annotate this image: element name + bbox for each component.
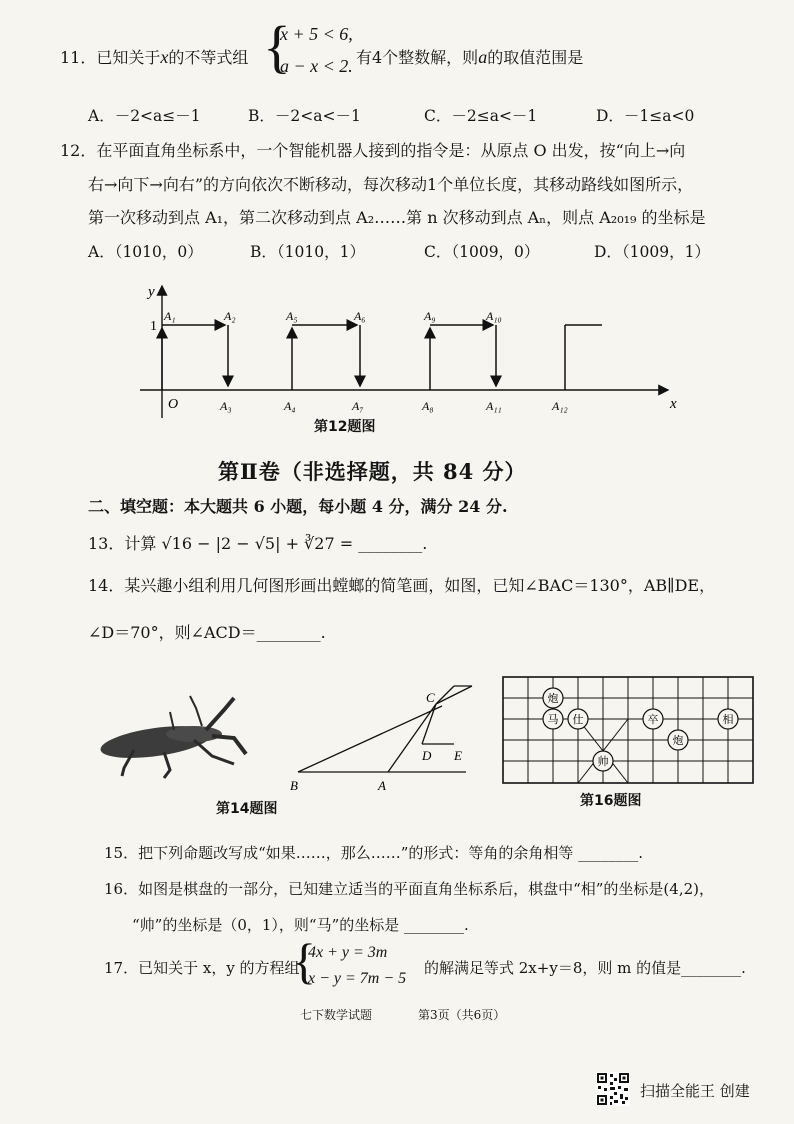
q11-brace: { (263, 14, 291, 79)
label-a10: A₁₀ (486, 309, 502, 323)
x-axis-label: x (670, 396, 677, 412)
footer-subject: 七下数学试题 (300, 1008, 373, 1022)
label-a6: A₆ (354, 309, 366, 323)
point-c: C (426, 690, 435, 705)
q14-line-2: ∠D＝70°，则∠ACD＝________. (88, 623, 326, 642)
piece-xiang-label: 相 (722, 714, 734, 726)
piece-ma-label: 马 (547, 714, 559, 726)
y-tick-1: 1 (150, 319, 157, 334)
q12-caption: 第12题图 (314, 419, 376, 435)
label-a8: A₈ (422, 399, 434, 413)
part2-title: 第Ⅱ卷（非选择题，共 84 分） (218, 459, 527, 484)
point-a: A (378, 778, 386, 793)
label-a4: A₄ (284, 399, 296, 413)
piece-zu-label: 卒 (647, 714, 659, 726)
point-e: E (454, 748, 462, 763)
piece-shi-label: 仕 (572, 714, 584, 726)
label-a3: A₃ (220, 399, 232, 413)
piece-shuai-label: 帅 (597, 756, 609, 768)
label-a7: A₇ (352, 399, 364, 413)
q11-option-d: D．－1≤a<0 (596, 107, 695, 125)
q12-option-c: C．（1009，0） (424, 243, 540, 261)
label-a12: A₁₂ (552, 399, 568, 413)
q17-brace: { (292, 933, 316, 989)
robot-path (162, 325, 602, 390)
q12-figure (140, 278, 700, 448)
q12-line-1: 12．在平面直角坐标系中，一个智能机器人接到的指令是：从原点 O 出发，按“向上→向 (60, 141, 686, 160)
origin-label: O (168, 397, 179, 412)
footer-page: 第3页（共6页） (418, 1008, 506, 1022)
label-a9: A₉ (424, 309, 436, 323)
q12-line-3: 第一次移动到点 A₁，第二次移动到点 A₂……第 n 次移动到点 Aₙ，则点 A₂₀₁₉ 的坐标是 (88, 208, 706, 227)
q15-text: 15．把下列命题改写成“如果……，那么……”的形式：等角的余角相等 ________. (104, 844, 643, 862)
q14-line-1: 14．某兴趣小组利用几何图形画出螳螂的简笔画，如图，已知∠BAC＝130°，AB∥DE， (88, 576, 716, 595)
q11-option-c: C．－2≤a<－1 (424, 107, 538, 125)
q11-stem-suffix: 有4个整数解，则a的取值范围是 (356, 47, 584, 67)
q17-suffix: 的解满足等式 2x+y＝8，则 m 的值是________. (424, 959, 746, 977)
label-a11: A₁₁ (486, 399, 502, 413)
q16-line-2: “帅”的坐标是（0，1），则“马”的坐标是 ________. (132, 916, 469, 934)
q14-caption: 第14题图 (216, 801, 278, 817)
q12-option-d: D．（1009，1） (594, 243, 710, 261)
scanner-watermark: 扫描全能王 创建 (640, 1082, 750, 1100)
q12-option-b: B．（1010，1） (250, 243, 365, 261)
piece-pao-1-label: 炮 (547, 693, 559, 705)
q14-geometry-figure (286, 678, 476, 798)
piece-pao-2-label: 炮 (672, 735, 684, 747)
q11-option-a: A．－2<a≤－1 (88, 107, 201, 125)
label-a5: A₅ (286, 309, 298, 323)
q17-prefix: 17．已知关于 x，y 的方程组 (104, 959, 300, 977)
section-heading: 二、填空题：本大题共 6 小题，每小题 4 分，满分 24 分. (88, 497, 508, 516)
q17-equation-2: x − y = 7m − 5 (308, 970, 407, 987)
q11-stem-prefix: 11．已知关于x的不等式组 (60, 47, 249, 67)
mantis-photo (94, 690, 254, 780)
q13-text: 13．计算 √16 − |2 − √5| + ∛27 = ________. (88, 534, 428, 553)
q12-option-a: A．（1010，0） (88, 243, 203, 261)
q16-chessboard (500, 674, 756, 786)
qr-code-icon (596, 1072, 630, 1106)
q11-inequality-2: a − x < 2. (280, 56, 353, 76)
q11-option-b: B．－2<a<－1 (248, 107, 361, 125)
q16-caption: 第16题图 (580, 793, 642, 809)
q17-equation-1: 4x + y = 3m (308, 944, 388, 961)
q16-line-1: 16．如图是棋盘的一部分，已知建立适当的平面直角坐标系后，棋盘中“相”的坐标是(4,2)， (104, 880, 714, 898)
q11-inequality-1: x + 5 < 6, (280, 24, 353, 44)
point-d: D (422, 748, 432, 763)
q12-line-2: 右→向下→向右”的方向依次不断移动，每次移动1个单位长度，其移动路线如图所示， (88, 175, 694, 194)
label-a1: A₁ (164, 309, 176, 323)
point-b: B (290, 778, 298, 793)
label-a2: A₂ (224, 309, 236, 323)
y-axis-label: y (148, 284, 155, 300)
